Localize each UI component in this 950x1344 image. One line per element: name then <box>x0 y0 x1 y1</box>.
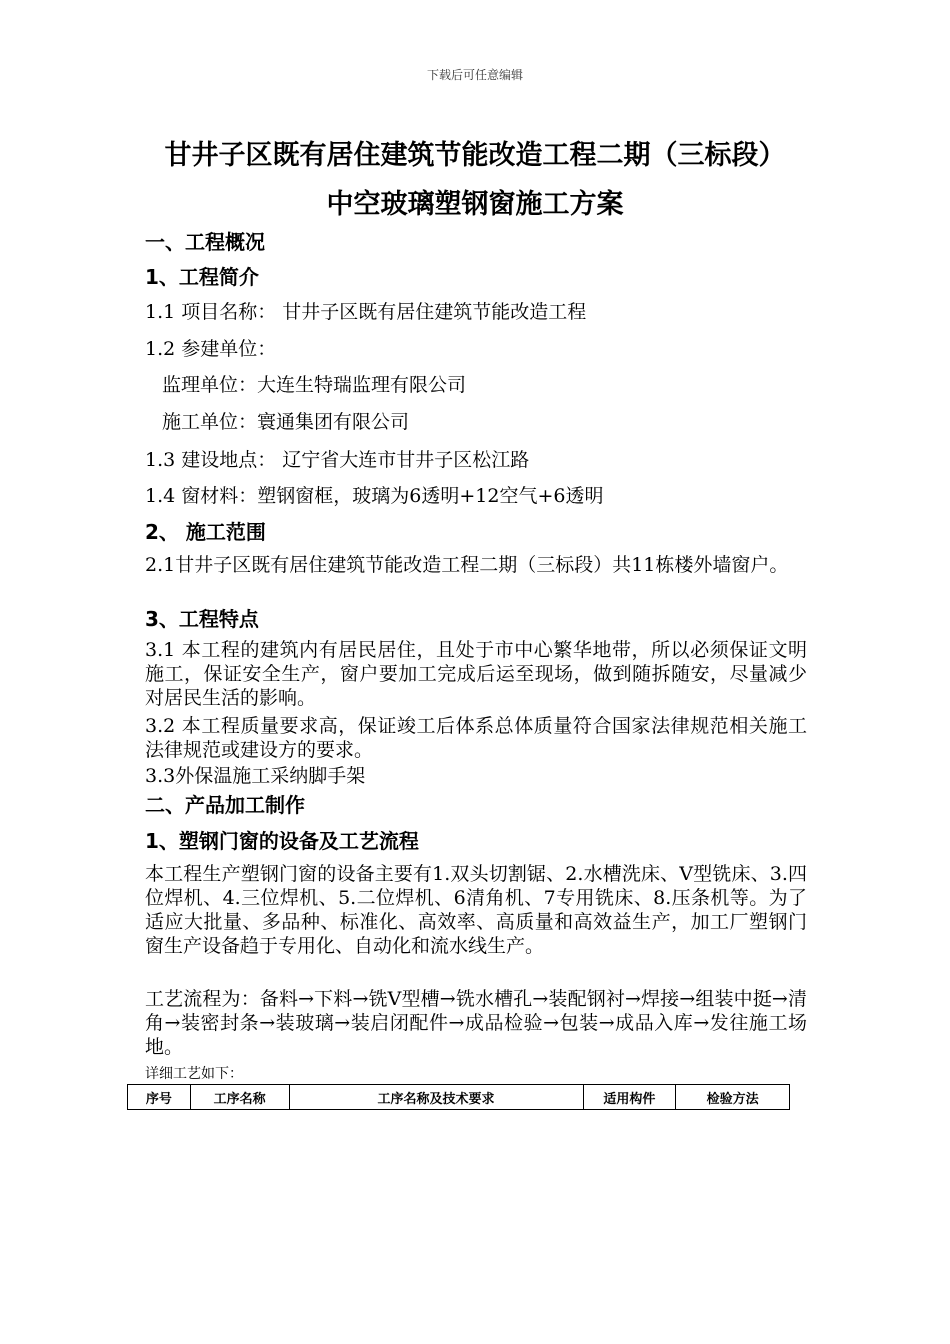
feature-paragraph-1: 3.1 本工程的建筑内有居民居住，且处于市中心繁华地带，所以必须保证文明施工，保证安全生产，窗户要加工完成后运至现场，做到随拆随安，尽量减少对居民生活的影响。 <box>145 639 807 709</box>
location-line: 1.3 建设地点： 辽宁省大连市甘井子区松江路 <box>145 449 530 471</box>
section-1-heading: 一、工程概况 <box>145 230 265 254</box>
subsection-1-1-heading: 1、工程简介 <box>145 265 259 289</box>
col-header-inspection-method: 检验方法 <box>676 1085 790 1110</box>
subsection-features-heading: 3、工程特点 <box>145 607 259 631</box>
participants-line: 1.2 参建单位： <box>145 338 277 360</box>
equipment-paragraph: 本工程生产塑钢门窗的设备主要有1.双头切割锯、2.水槽洗床、V型铣床、3.四位焊机、4.三位焊机、5.二位焊机、6清角机、7专用铣床、8.压条机等。为了适应大批量、多品种、标准化、高效率、高质量和高效益生产，加工厂塑钢门窗生产设备趋于专用化、自动化和流水线生产。 <box>145 863 807 957</box>
document-title-line1: 甘井子区既有居住建筑节能改造工程二期（三标段） <box>164 140 786 171</box>
section-2-heading: 二、产品加工制作 <box>145 793 305 817</box>
process-flow-paragraph: 工艺流程为：备料→下料→铣V型槽→铣水槽孔→装配钢衬→焊接→组装中挺→清角→装密封条→装玻璃→装启闭配件→成品检验→包装→成品入库→发往施工场地。 <box>145 988 807 1058</box>
col-header-applicable-parts: 适用构件 <box>583 1085 676 1110</box>
project-name-line: 1.1 项目名称： 甘井子区既有居住建筑节能改造工程 <box>145 301 587 323</box>
supervisor-line: 监理单位：大连生特瑞监理有限公司 <box>162 374 467 396</box>
subsection-2-1-heading: 1、塑钢门窗的设备及工艺流程 <box>145 829 419 853</box>
table-header-row <box>128 1085 790 1110</box>
col-header-requirements: 工序名称及技术要求 <box>289 1085 583 1110</box>
scope-paragraph: 2.1甘井子区既有居住建筑节能改造工程二期（三标段）共11栋楼外墙窗户。 <box>145 554 789 576</box>
detail-label: 详细工艺如下： <box>145 1066 243 1082</box>
feature-paragraph-3: 3.3外保温施工采纳脚手架 <box>145 765 366 787</box>
feature-paragraph-2: 3.2 本工程质量要求高，保证竣工后体系总体质量符合国家法律规范相关施工法律规范或建设方的要求。 <box>145 715 807 761</box>
contractor-line: 施工单位：寰通集团有限公司 <box>162 411 410 433</box>
col-header-index: 序号 <box>128 1085 191 1110</box>
window-material-line: 1.4 窗材料：塑钢窗框，玻璃为6透明+12空气+6透明 <box>145 485 604 507</box>
document-title-line2: 中空玻璃塑钢窗施工方案 <box>326 189 624 220</box>
subsection-scope-heading: 2、 施工范围 <box>145 520 266 544</box>
col-header-process-name: 工序名称 <box>190 1085 289 1110</box>
process-table <box>127 1084 790 1110</box>
header-note: 下载后可任意编辑 <box>426 68 523 82</box>
